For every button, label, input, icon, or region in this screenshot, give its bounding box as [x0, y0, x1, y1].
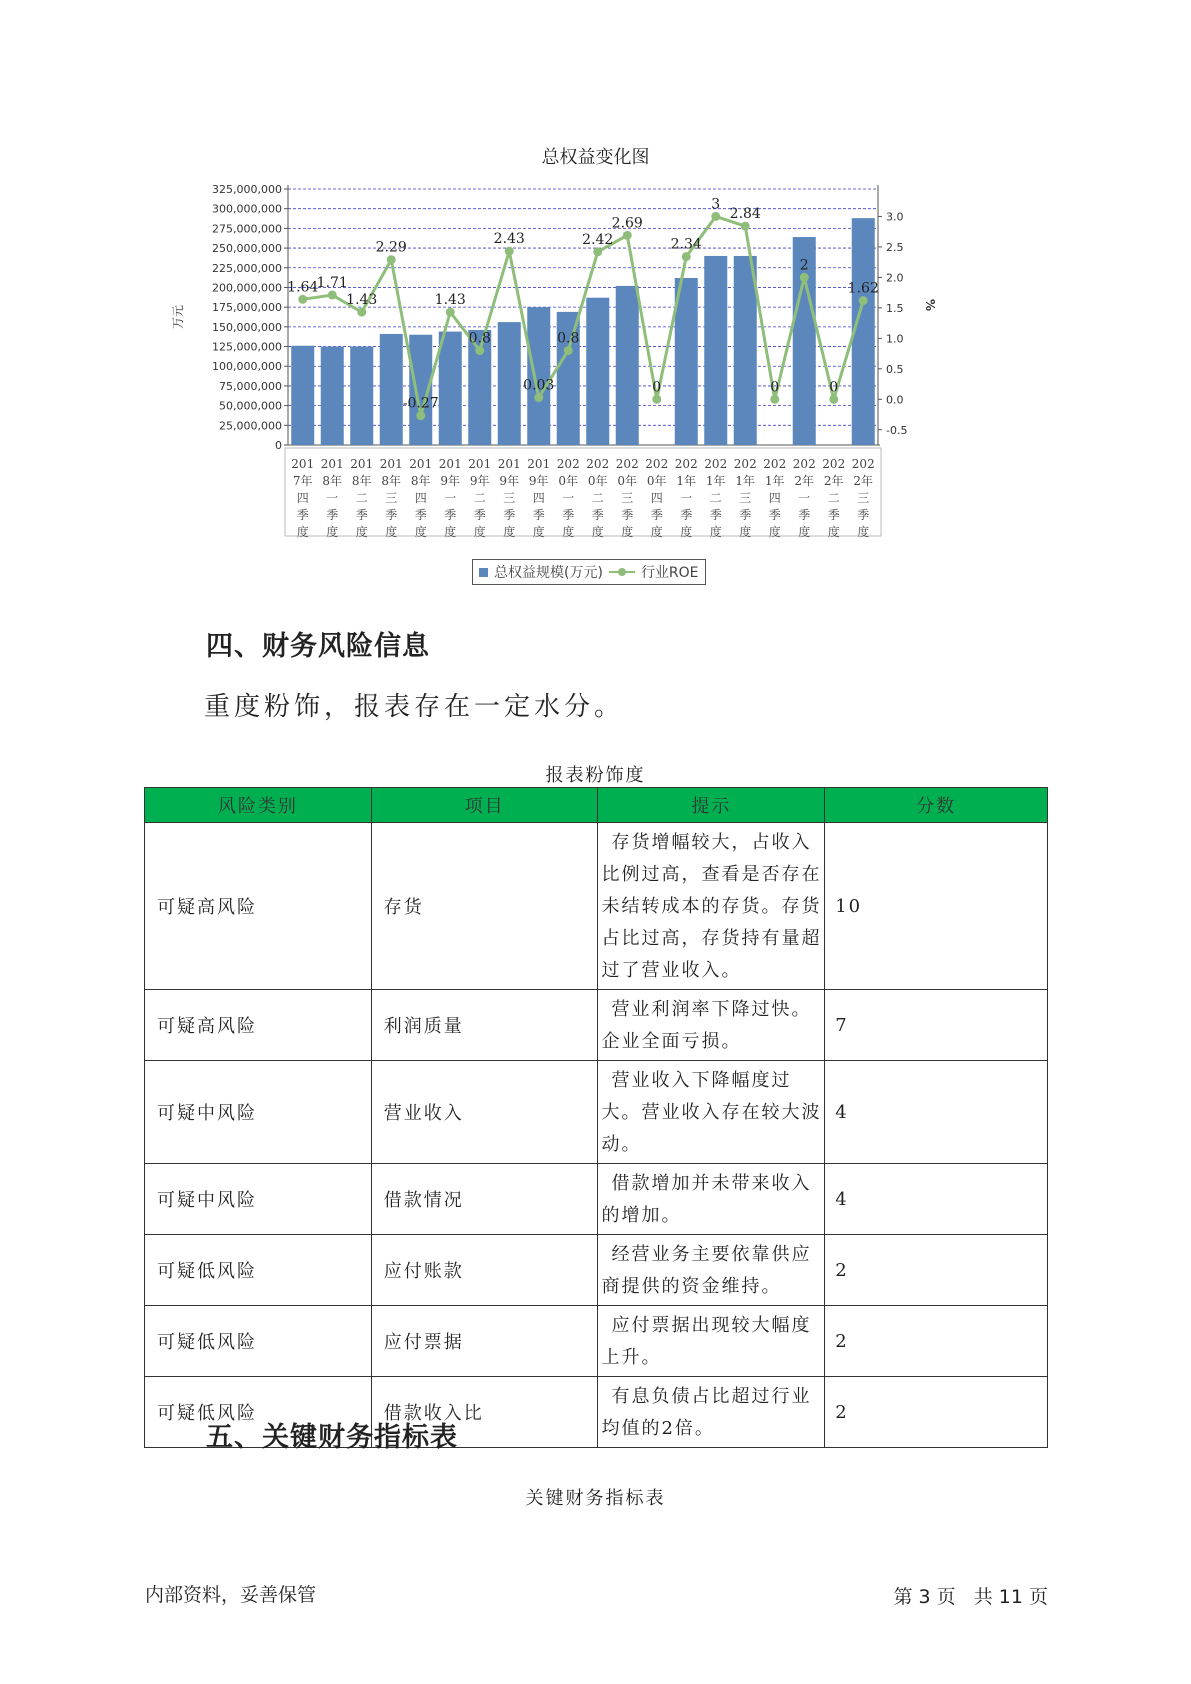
roe-point [859, 296, 868, 305]
y-tick-label: 200,000,000 [212, 281, 282, 295]
footer-confidential: 内部资料，妥善保管 [145, 1584, 317, 1606]
x-tick-label: 201 9年四季度 [527, 457, 551, 539]
y-tick-label: 225,000,000 [212, 261, 282, 275]
table-row [145, 1306, 1048, 1377]
y-tick-label: 300,000,000 [212, 202, 282, 216]
roe-point [446, 308, 455, 317]
roe-label: -0.27 [402, 395, 439, 412]
bar [321, 347, 344, 445]
x-label-frame [285, 448, 881, 536]
roe-label: 1.43 [434, 292, 466, 309]
table-row [145, 1164, 1048, 1235]
y2-tick-label: 3.0 [886, 210, 904, 224]
footer-page-number: 第 3 页 共 11 页 [893, 1586, 1048, 1608]
roe-point [741, 222, 750, 231]
roe-point [800, 273, 809, 282]
risk-table-caption: 报表粉饰度 [545, 765, 646, 786]
legend-bar-swatch [479, 568, 488, 577]
x-tick-label: 202 0年一季度 [556, 457, 580, 539]
risk-table-header [145, 788, 1048, 823]
risk-category: 可疑高风险 [145, 990, 372, 1061]
header-item: 项目 [371, 788, 598, 823]
roe-label: 1.62 [847, 280, 879, 297]
x-tick-label: 201 7年四季度 [291, 457, 315, 539]
risk-item: 利润质量 [371, 990, 598, 1061]
section-heading-key-indicators: 五、关键财务指标表 [206, 1422, 458, 1453]
roe-point [505, 247, 514, 256]
bar [616, 286, 639, 445]
chart-title: 总权益变化图 [541, 147, 650, 168]
roe-point [623, 231, 632, 240]
risk-summary: 重度粉饰，报表存在一定水分。 [204, 692, 625, 722]
y-tick-label: 325,000,000 [212, 183, 282, 196]
roe-point [357, 308, 366, 317]
risk-item: 应付票据 [371, 1306, 598, 1377]
risk-hint: 应付票据出现较大幅度上升。 [598, 1306, 825, 1377]
y-tick-label: 275,000,000 [212, 222, 282, 236]
bar [675, 278, 698, 445]
table-row [145, 823, 1048, 990]
bar [734, 256, 757, 445]
bar [350, 347, 373, 445]
roe-point [711, 212, 720, 221]
y2-tick-label: 2.5 [886, 240, 904, 254]
x-tick-label: 202 1年一季度 [674, 457, 698, 539]
roe-label: 1.64 [287, 279, 319, 296]
roe-label: 2.29 [375, 239, 407, 256]
y2-tick-label: 0.0 [886, 393, 904, 407]
y-tick-label: 50,000,000 [219, 399, 282, 413]
risk-hint: 营业收入下降幅度过大。营业收入存在较大波动。 [598, 1061, 825, 1164]
roe-point [298, 295, 307, 304]
roe-label: 0 [770, 379, 780, 396]
risk-item: 应付账款 [371, 1235, 598, 1306]
roe-point [534, 393, 543, 402]
risk-hint: 借款增加并未带来收入的增加。 [598, 1164, 825, 1235]
equity-chart [160, 170, 940, 539]
roe-label: 2.34 [670, 236, 702, 253]
risk-item: 营业收入 [371, 1061, 598, 1164]
bar [439, 332, 462, 445]
bar [291, 346, 314, 445]
y2-tick-label: -0.5 [886, 423, 908, 437]
table-row [145, 1235, 1048, 1306]
bar [498, 322, 521, 445]
roe-point [682, 252, 691, 261]
roe-label: 0 [652, 379, 662, 396]
chart-legend [472, 559, 706, 585]
y2-tick-label: 1.0 [886, 332, 904, 346]
roe-label: 0.03 [523, 377, 555, 394]
roe-label: 2 [799, 257, 809, 274]
roe-point [564, 346, 573, 355]
table-row [145, 990, 1048, 1061]
y2-axis-title: % [923, 298, 937, 312]
risk-score: 4 [825, 1164, 1048, 1235]
x-tick-label: 202 1年三季度 [733, 457, 757, 539]
bar [527, 307, 550, 445]
roe-point [770, 395, 779, 404]
x-tick-label: 202 0年四季度 [645, 457, 669, 539]
bar [586, 298, 609, 445]
y2-tick-label: 0.5 [886, 362, 904, 376]
roe-point [328, 291, 337, 300]
roe-label: 0 [829, 379, 839, 396]
x-tick-label: 202 2年一季度 [792, 457, 816, 539]
risk-item: 借款收入比 [371, 1377, 598, 1448]
header-hint: 提示 [598, 788, 825, 823]
risk-table [144, 787, 1048, 1448]
header-category: 风险类别 [145, 788, 372, 823]
bar [380, 334, 403, 445]
y-tick-label: 175,000,000 [212, 301, 282, 315]
x-tick-label: 202 2年三季度 [851, 457, 875, 539]
roe-label: 3 [711, 196, 721, 213]
table-row [145, 1061, 1048, 1164]
roe-label: 0.8 [468, 330, 491, 347]
risk-score: 4 [825, 1061, 1048, 1164]
risk-score: 2 [825, 1377, 1048, 1448]
y-tick-label: 0 [275, 439, 282, 452]
roe-point [829, 395, 838, 404]
risk-category: 可疑中风险 [145, 1164, 372, 1235]
risk-category: 可疑低风险 [145, 1235, 372, 1306]
x-tick-label: 201 9年一季度 [438, 457, 462, 539]
x-tick-label: 201 8年四季度 [409, 457, 433, 539]
x-tick-label: 202 0年三季度 [615, 457, 639, 539]
header-score: 分数 [825, 788, 1048, 823]
key-indicators-caption: 关键财务指标表 [525, 1488, 666, 1509]
y-tick-label: 150,000,000 [212, 320, 282, 334]
legend-line-swatch [609, 566, 635, 578]
risk-item: 借款情况 [371, 1164, 598, 1235]
risk-score: 10 [825, 823, 1048, 990]
roe-point [416, 411, 425, 420]
risk-category: 可疑中风险 [145, 1061, 372, 1164]
x-tick-label: 201 8年三季度 [379, 457, 403, 539]
y-tick-label: 100,000,000 [212, 360, 282, 374]
risk-item: 存货 [371, 823, 598, 990]
bar [704, 256, 727, 445]
y2-tick-label: 2.0 [886, 271, 904, 285]
x-tick-label: 201 9年三季度 [497, 457, 521, 539]
roe-label: 2.43 [493, 231, 525, 248]
x-tick-label: 201 8年一季度 [320, 457, 344, 539]
x-tick-label: 202 2年二季度 [822, 457, 846, 539]
roe-point [593, 247, 602, 256]
risk-hint: 有息负债占比超过行业均值的2倍。 [598, 1377, 825, 1448]
risk-category: 可疑低风险 [145, 1377, 372, 1448]
roe-point [387, 255, 396, 264]
roe-point [475, 346, 484, 355]
x-tick-label: 202 1年四季度 [763, 457, 787, 539]
legend-line-label: 行业ROE [640, 565, 699, 581]
roe-label: 1.43 [346, 292, 378, 309]
legend-bar-label: 总权益规模(万元) [494, 565, 603, 581]
risk-category: 可疑低风险 [145, 1306, 372, 1377]
risk-score: 2 [825, 1306, 1048, 1377]
x-tick-label: 202 0年二季度 [586, 457, 610, 539]
y2-tick-label: 1.5 [886, 301, 904, 315]
roe-label: 0.8 [557, 330, 580, 347]
x-tick-label: 201 8年二季度 [350, 457, 374, 539]
y-tick-label: 125,000,000 [212, 340, 282, 354]
section-heading-risk: 四、财务风险信息 [206, 631, 430, 662]
roe-label: 2.69 [611, 215, 643, 232]
risk-hint: 经营业务主要依靠供应商提供的资金维持。 [598, 1235, 825, 1306]
y-tick-label: 25,000,000 [219, 419, 282, 433]
roe-point [652, 395, 661, 404]
y-axis-title: 万元 [171, 304, 185, 330]
y-tick-label: 75,000,000 [219, 379, 282, 393]
roe-label: 2.84 [729, 206, 761, 223]
risk-category: 可疑高风险 [145, 823, 372, 990]
risk-hint: 存货增幅较大，占收入比例过高，查看是否存在未结转成本的存货。存货占比过高，存货持有量超过了营业收入。 [598, 823, 825, 990]
y-tick-label: 250,000,000 [212, 242, 282, 256]
x-tick-label: 201 9年二季度 [468, 457, 492, 539]
risk-score: 7 [825, 990, 1048, 1061]
risk-hint: 营业利润率下降过快。企业全面亏损。 [598, 990, 825, 1061]
x-tick-label: 202 1年二季度 [704, 457, 728, 539]
roe-label: 2.42 [582, 231, 614, 248]
roe-label: 1.71 [316, 275, 348, 292]
risk-score: 2 [825, 1235, 1048, 1306]
